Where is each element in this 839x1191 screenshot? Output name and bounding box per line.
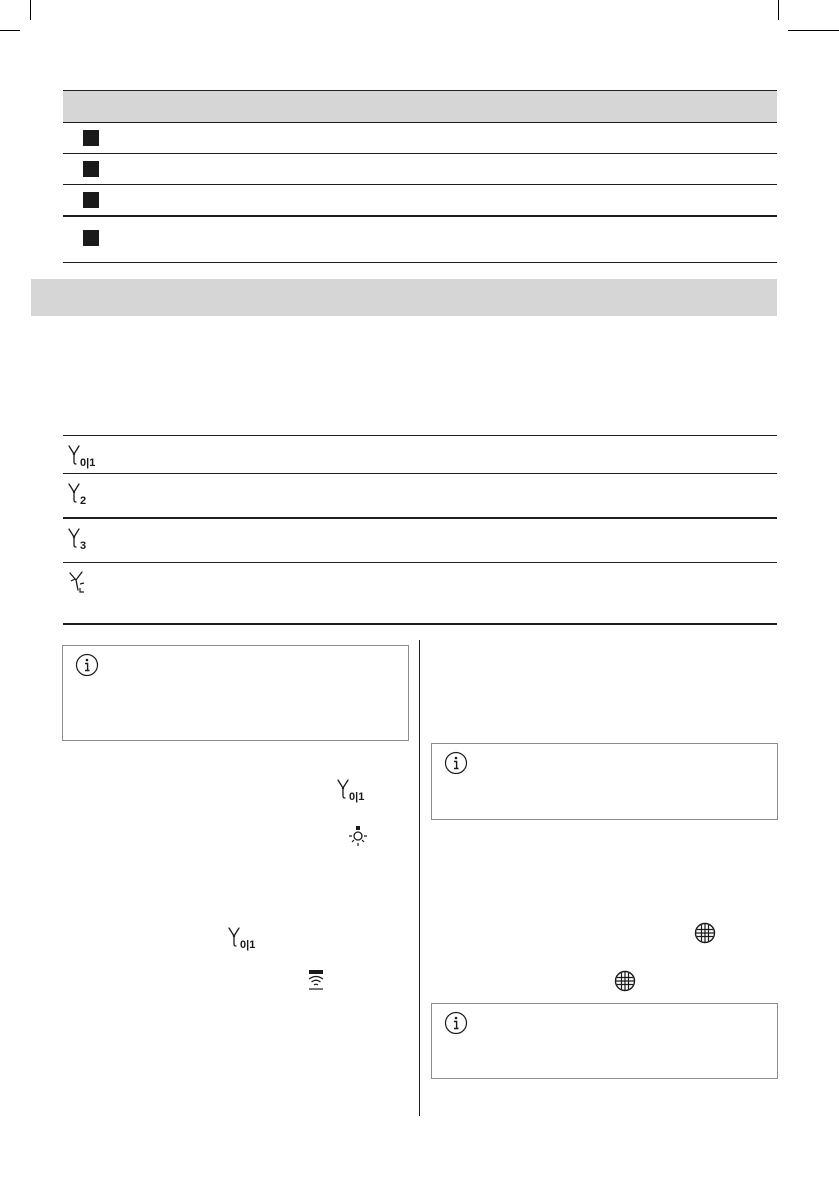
table-row [63,436,777,474]
info-note-box [431,1003,778,1079]
black-square-icon [83,192,99,208]
fan-0-1-icon [225,924,265,952]
info-icon [75,653,99,677]
table-row [63,216,777,263]
column-divider [419,640,420,1116]
fan-0-1-icon [334,776,374,804]
crop-mark-top-right [778,0,779,20]
fan-speed-table [63,435,777,625]
grid-filter-icon [694,922,716,944]
fan-0-1-icon [65,442,105,470]
svg-text:0|1: 0|1 [80,457,96,469]
svg-text:3: 3 [80,540,87,552]
black-square-icon [83,230,99,246]
grid-filter-icon [614,970,636,992]
info-note-box [62,645,409,741]
key-table [63,90,777,263]
crop-mark-top-left-h [0,30,20,31]
crop-mark-top-left [30,0,31,20]
black-square-icon [83,130,99,146]
table-row [63,185,777,216]
svg-text:0|1: 0|1 [240,939,256,951]
info-icon [444,751,468,775]
info-note-box [431,743,778,820]
section-heading-band [31,279,777,316]
key-table-header [63,90,777,123]
fan-2-icon [65,480,105,508]
svg-text:0|1: 0|1 [349,791,365,803]
wireless-signal-icon [306,969,326,991]
crop-mark-top-right-h [788,30,839,31]
light-icon [346,824,370,848]
info-icon [444,1011,468,1035]
svg-text:2: 2 [80,495,87,507]
fan-boost-icon [65,568,95,596]
table-row [63,563,777,625]
black-square-icon [83,161,99,177]
table-row [63,474,777,518]
fan-3-icon [65,525,105,553]
table-row [63,154,777,185]
table-row [63,123,777,154]
table-row [63,518,777,563]
